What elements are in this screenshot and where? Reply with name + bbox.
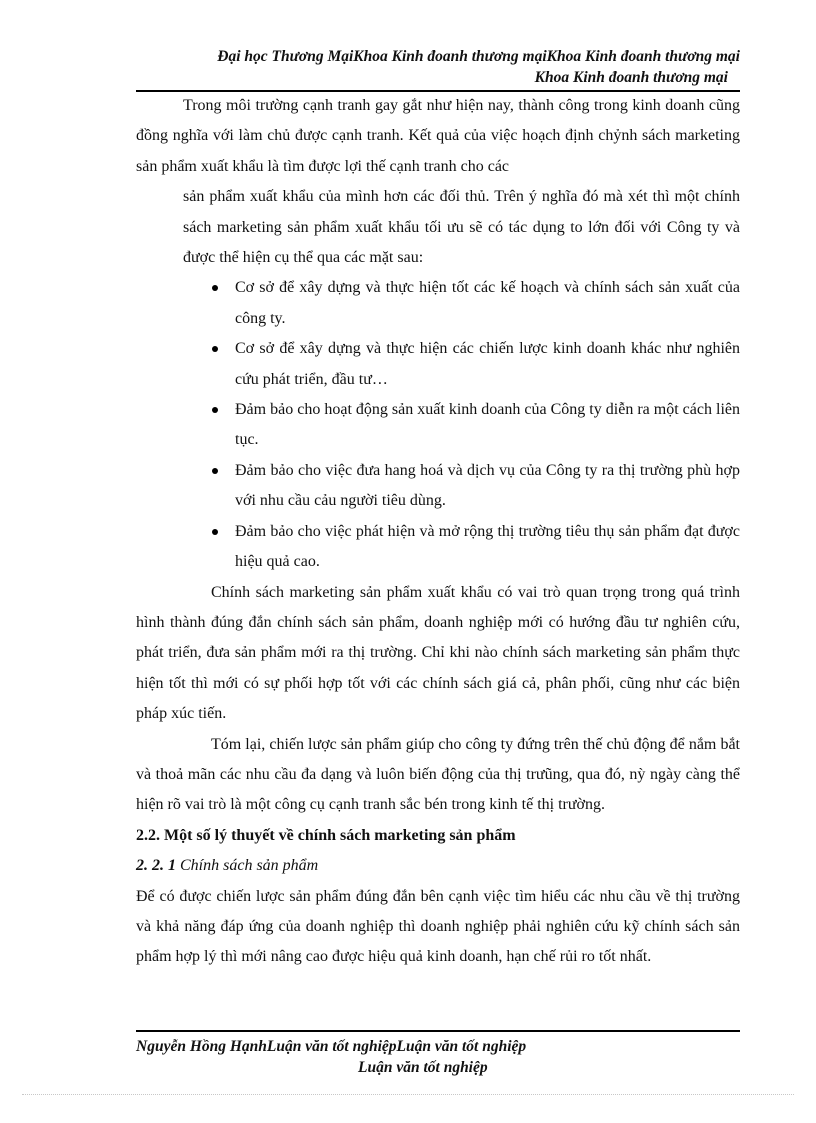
list-item: Đảm bảo cho việc phát hiện và mở rộng thị trường tiêu thụ sản phẩm đạt được hiệu quả cao. [235,517,740,578]
header-line-2: Khoa Kinh đoanh thương mại [534,69,728,86]
header-line-1: Đại học Thương MạiKhoa Kinh đoanh thương mạiKhoa Kinh đoanh thương mại [217,48,740,65]
page-footer [136,1036,740,1078]
footer-line-2: Luận văn tốt nghiệp [358,1059,488,1076]
list-item: Đảm bảo cho hoạt động sản xuất kinh doanh của Công ty diễn ra một cách liên tục. [235,395,740,456]
paragraph-role: Chính sách marketing sản phẩm xuất khẩu có vai trò quan trọng trong quá trình hình thành đúng đắn chính sách sản phẩm, doanh nghiệp mới có hướng đầu tư nghiên cứu, phát triển, đưa sản phẩm mới ra thị trường. Chỉ khi nào chính sách marketing sản phẩm thực hiện tốt thì mới có sự phối hợp tốt với các chính sách giá cả, phân phối, cũng như các biện pháp xúc tiến. [136,583,740,723]
list-item: Cơ sở để xây dựng và thực hiện các chiến lược kinh doanh khác như nghiên cứu phát triển, đầu tư… [235,334,740,395]
paragraph-intro: Trong môi trường cạnh tranh gay gắt như hiện nay, thành công trong kinh doanh cũng đồng nghĩa với làm chủ được cạnh tranh. Kết quả của việc hoạch định chỷnh sách marketing sản phẩm xuất khẩu là tìm được lợi thế cạnh tranh cho các [136,97,740,175]
list-item: Đảm bảo cho việc đưa hang hoá và dịch vụ của Công ty ra thị trường phù hợp với nhu cầu cảu người tiêu dùng. [235,456,740,517]
bullet-icon [212,468,218,474]
bullet-icon [212,285,218,291]
subsection-title: Chính sách sản phẩm [180,857,319,875]
benefits-list [136,273,740,577]
paragraph-summary: Tóm lại, chiến lược sản phẩm giúp cho công ty đứng trên thế chủ động để nắm bắt và thoả mãn các nhu cầu đa dạng và luôn biến động của thị trưũng, qua đó, nỳ ngày càng thể hiện rõ vai trò là một công cụ cạnh tranh sắc bén trong kinh tế thị trường. [136,735,740,814]
bullet-icon [212,346,218,352]
bullet-icon [212,529,218,535]
subsection-number: 2. 2. 1 [136,857,176,875]
document-body [136,91,740,973]
footer-rule [136,1030,740,1032]
footer-line-1: Nguyễn Hồng HạnhLuận văn tốt nghiệpLuận văn tốt nghiệp [136,1038,527,1055]
paragraph-product-policy: Để có được chiến lược sản phẩm đúng đắn bên cạnh việc tìm hiểu các nhu cầu về thị trường và khả năng đáp ứng của doanh nghiệp thì doanh nghiệp phải nghiên cứu kỹ chính sách sản phẩm hợp lý thì mới nâng cao được hiệu quả kinh doanh, hạn chế rủi ro tốt nhất. [136,887,740,966]
bullet-icon [212,407,218,413]
page-bottom-divider [22,1094,794,1095]
subsection-heading [136,851,740,881]
section-heading: 2.2. Một số lý thuyết về chính sách marketing sản phẩm [136,826,516,844]
page-header [136,46,740,88]
paragraph-competitors: sản phẩm xuất khẩu của mình hơn các đối thủ. Trên ý nghĩa đó mà xét thì một chính sách marketing sản phẩm xuất khẩu tối ưu sẽ có tác dụng to lớn đối với Công ty và được thể hiện cụ thể qua các mặt sau: [183,188,740,267]
list-item: Cơ sở để xây dựng và thực hiện tốt các kế hoạch và chính sách sản xuất của công ty. [235,273,740,334]
